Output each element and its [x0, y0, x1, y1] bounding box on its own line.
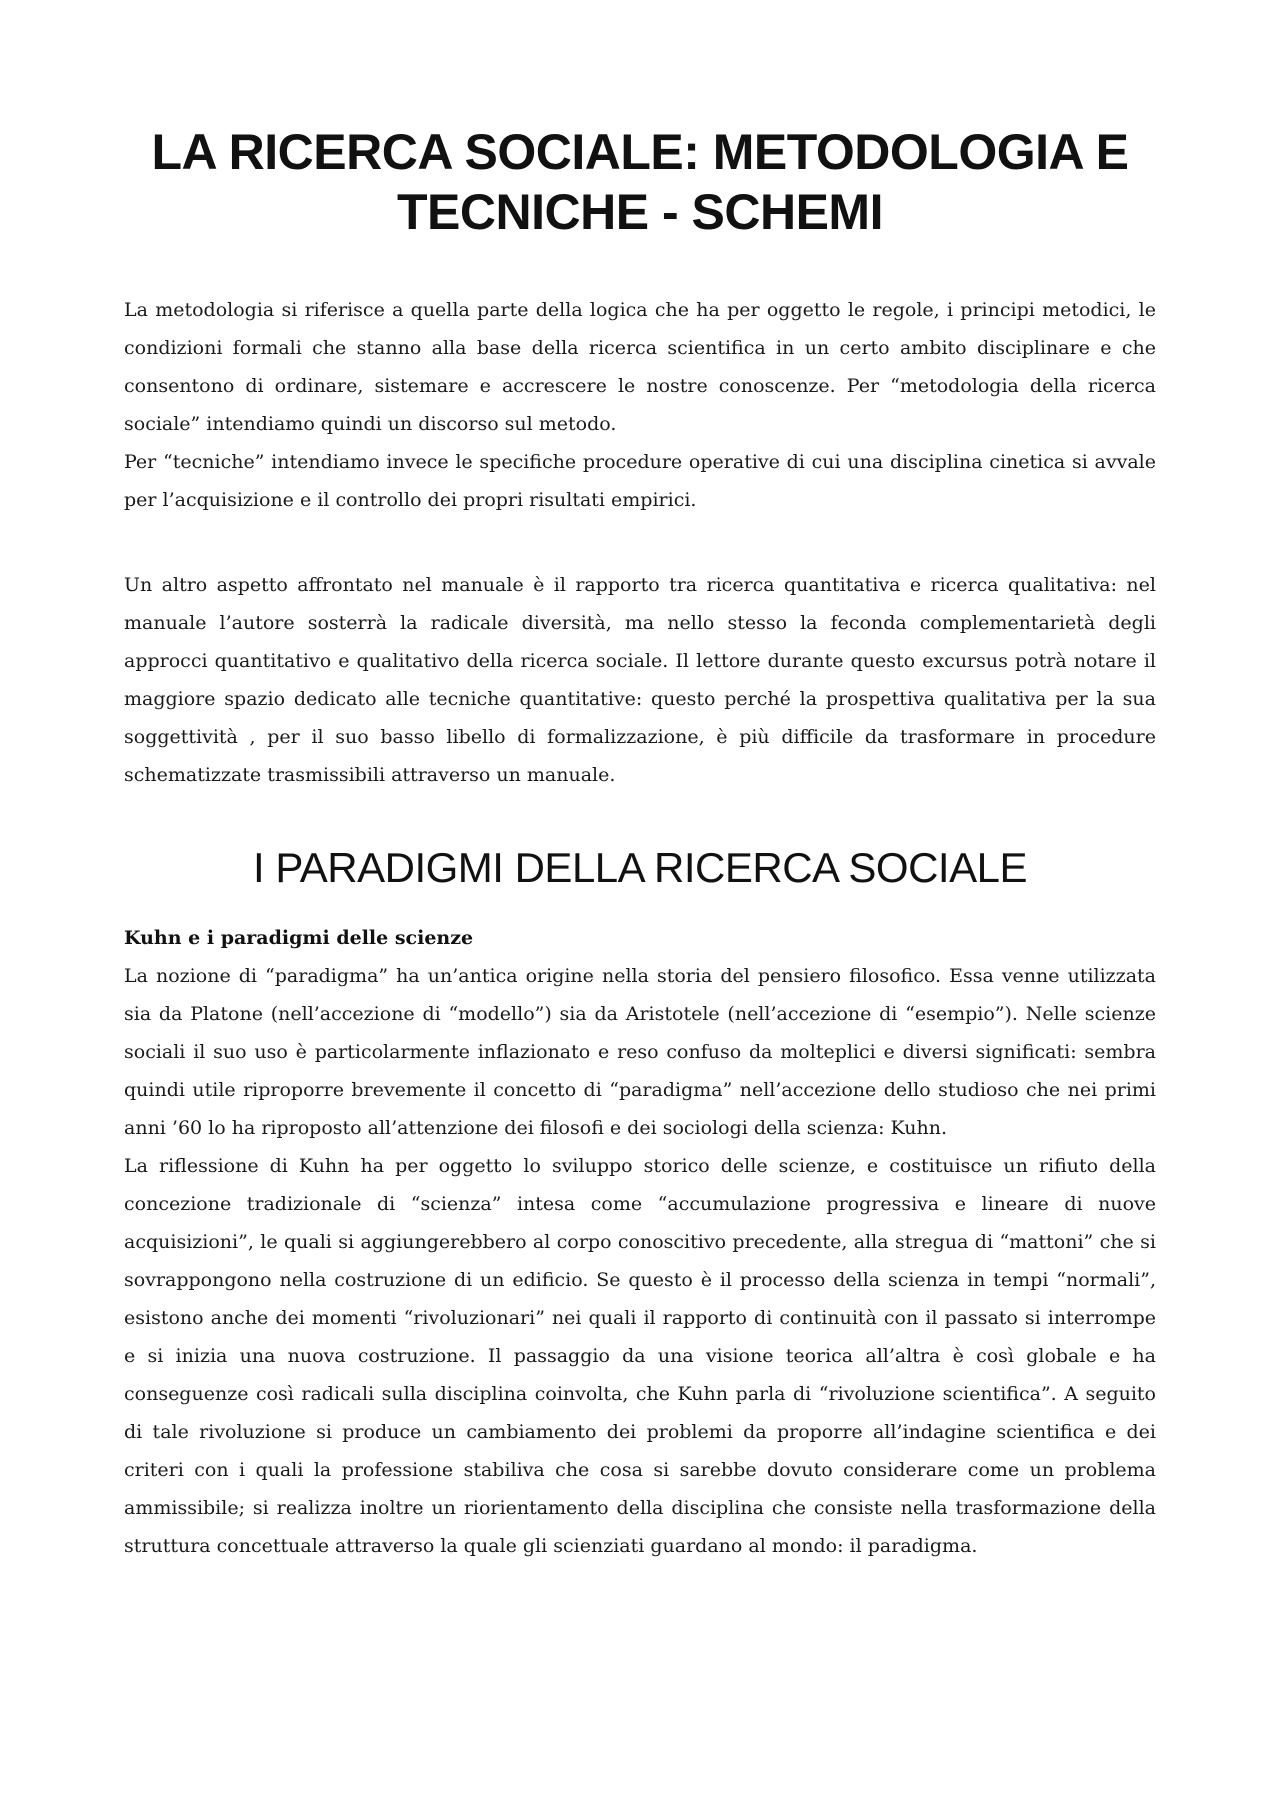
document-title-line-2: TECNICHE - SCHEMI — [397, 184, 883, 240]
kuhn-paragraph-paradigm: La nozione di “paradigma” ha un’antica origine nella storia del pensiero filosofico. Essa venne utilizzata sia da Platone (nell’accezione di “modello”) sia da Aristotele (nell’accezione di “esempio”). Nelle scienze sociali il suo uso è particolarmente inflazionato e reso confuso da molteplici e diversi significati: sembra quindi utile riproporre brevemente il concetto di “paradigma” nell’accezione dello studioso che nei primi anni ’60 lo ha riproposto all’attenzione dei filosofi e dei sociologi della scienza: Kuhn. — [124, 965, 1156, 1139]
kuhn-block — [124, 957, 1156, 1565]
intro-paragraph-methodology: La metodologia si riferisce a quella parte della logica che ha per oggetto le regole, i principi metodici, le condizioni formali che stanno alla base della ricerca scientifica in un certo ambito disciplinare e che consentono di ordinare, sistemare e accrescere le nostre conoscenze. Per “metodologia della ricerca sociale” intendiamo quindi un discorso sul metodo. — [124, 299, 1156, 435]
document-title — [100, 122, 1180, 242]
kuhn-paragraph-revolution: La riflessione di Kuhn ha per oggetto lo sviluppo storico delle scienze, e costituisce un rifiuto della concezione tradizionale di “scienza” intesa come “accumulazione progressiva e lineare di nuove acquisizioni”, le quali si aggiungerebbero al corpo conoscitivo precedente, alla stregua di “mattoni” che si sovrappongono nella costruzione di un edificio. Se questo è il processo della scienza in tempi “normali”, esistono anche dei momenti “rivoluzionari” nei quali il rapporto di continuità con il passato si interrompe e si inizia una nuova costruzione. Il passaggio da una visione teorica all’altra è così globale e ha conseguenze così radicali sulla disciplina coinvolta, che Kuhn parla di “rivoluzione scientifica”. A seguito di tale rivoluzione si produce un cambiamento dei problemi da proporre all’indagine scientifica e dei criteri con i quali la professione stabiliva che cosa si sarebbe dovuto considerare come un problema ammissibile; si realizza inoltre un riorientamento della disciplina che consiste nella trasformazione della struttura concettuale attraverso la quale gli scienziati guardano al mondo: il paradigma. — [124, 1155, 1156, 1557]
document-title-line-1: LA RICERCA SOCIALE: METODOLOGIA E — [151, 124, 1129, 180]
section-heading: I PARADIGMI DELLA RICERCA SOCIALE — [253, 844, 1027, 891]
intro-block — [124, 291, 1156, 519]
intro-block-2 — [124, 566, 1156, 794]
intro-paragraph-quantitative-qualitative: Un altro aspetto affrontato nel manuale è il rapporto tra ricerca quantitativa e ricerca qualitativa: nel manuale l’autore sosterrà la radicale diversità, ma nello stesso la feconda complementarietà degli approcci quantitativo e qualitativo della ricerca sociale. Il lettore durante questo excursus potrà notare il maggiore spazio dedicato alle tecniche quantitative: questo perché la prospettiva qualitativa per la sua soggettività , per il suo basso libello di formalizzazione, è più difficile da trasformare in procedure schematizzate trasmissibili attraverso un manuale. — [124, 574, 1156, 786]
subsection-heading: Kuhn e i paradigmi delle scienze — [124, 927, 474, 949]
intro-paragraph-techniques: Per “tecniche” intendiamo invece le specifiche procedure operative di cui una disciplina cinetica si avvale per l’acquisizione e il controllo dei propri risultati empirici. — [124, 451, 1156, 511]
